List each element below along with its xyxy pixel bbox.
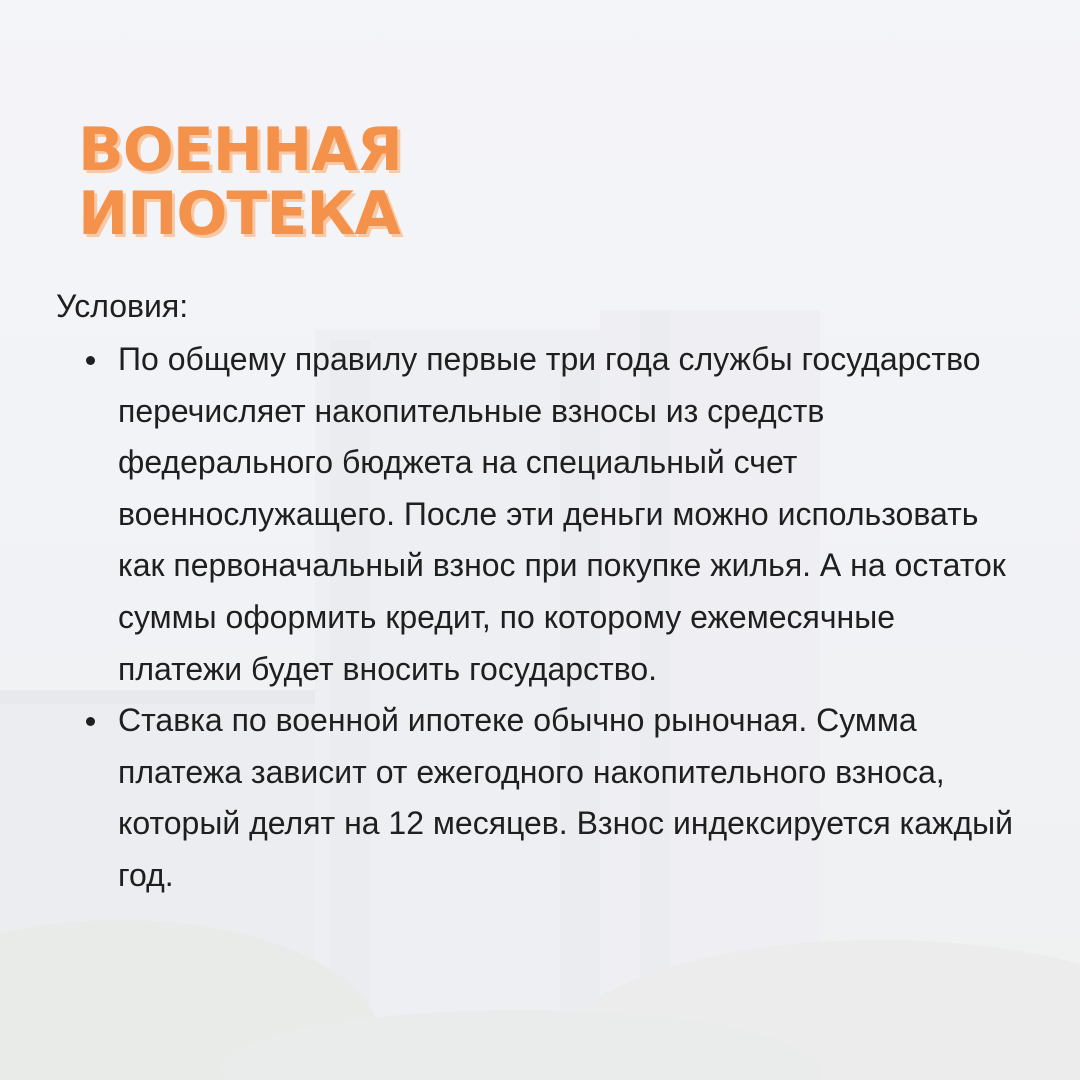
- list-item: [84, 334, 1024, 695]
- list-item-text: Ставка по военной ипотеке обычно рыночная. Сумма платежа зависит от ежегодного накопительного взноса, который делят на 12 месяцев. Взнос индексируется каждый год.: [118, 702, 1013, 893]
- conditions-list: [84, 334, 1024, 902]
- bullet-dot-icon: [86, 717, 95, 726]
- list-item-text: По общему правилу первые три года службы государство перечисляет накопительные взносы из средств федерального бюджета на специальный счет военнослужащего. После эти деньги можно использовать как первоначальный взнос при покупке жилья. А на остаток суммы оформить кредит, по которому ежемесячные платежи будет вносить государство.: [118, 341, 1006, 687]
- slide-title: [78, 115, 402, 249]
- slide-title-line-1: ВОЕННАЯ: [78, 115, 402, 185]
- slide-title-line-2: ИПОТЕКА: [78, 179, 400, 249]
- bullet-dot-icon: [86, 356, 95, 365]
- conditions-label: Условия:: [56, 288, 189, 324]
- list-item: [84, 695, 1024, 901]
